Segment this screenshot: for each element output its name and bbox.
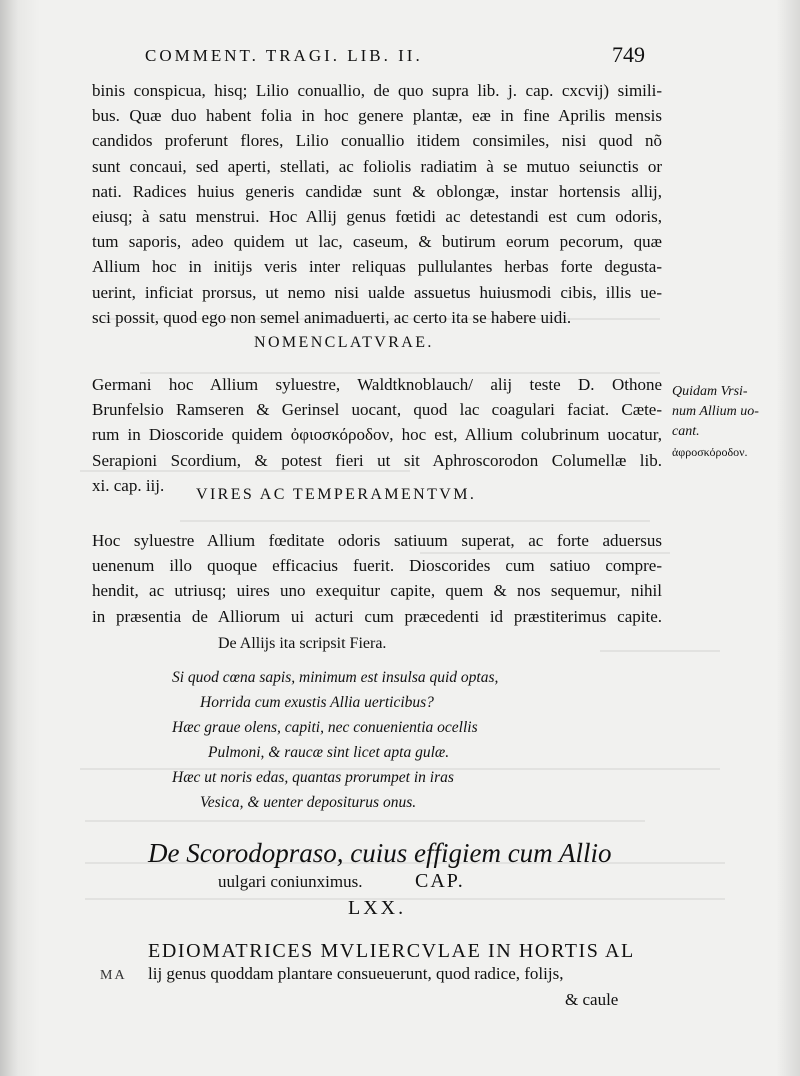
chapter-cap-label: CAP.: [415, 870, 465, 892]
text-line: binis conspicua, hisq; Lilio conuallio, de quo supra lib. j. cap. cxcvij) simili-: [92, 81, 662, 100]
catchword: & caule: [565, 990, 619, 1009]
margin-note-line: cant.: [672, 424, 700, 439]
text-line: lij genus quoddam plantare consueuerunt, quod radice, folijs,: [148, 964, 564, 983]
margin-note-line: ἀφροσκόροδον.: [672, 445, 748, 459]
verse-line: Si quod cœna sapis, minimum est insulsa quid optas,: [172, 669, 499, 686]
text-line: Hoc syluestre Allium fœditate odoris satiuum superat, ac forte aduersus: [92, 531, 662, 550]
text-line: uenenum illo quoque efficacius fuerit. Dioscorides cum satiuo compre-: [92, 556, 662, 576]
verse-line: Pulmoni, & raucæ sint licet apta gulæ.: [208, 744, 450, 761]
text-line: Allium hoc in initijs veris inter reliquas pullulantes herbas forte degusta-: [92, 257, 662, 277]
text-line: uerint, inficiat prorsus, ut nemo nisi ualde assuetus huiusmodi cibis, illis ue-: [92, 282, 662, 302]
chapter-opening-caps: EDIOMATRICES MVLIERCVLAE IN HORTIS AL: [148, 940, 635, 962]
heading-vires: VIRES AC TEMPERAMENTVM.: [196, 486, 477, 503]
chapter-number: LXX.: [348, 897, 407, 919]
verse-line: Horrida cum exustis Allia uerticibus?: [200, 694, 434, 711]
text-line: nati. Radices huius generis candidæ sunt & oblongæ, instar hortensis allij,: [92, 181, 662, 201]
chapter-title: De Scorodopraso, cuius effigiem cum Allio: [148, 838, 612, 868]
verse-intro: De Allijs ita scripsit Fiera.: [218, 635, 387, 652]
verse-line: Hæc ut noris edas, quantas prorumpet in iras: [172, 769, 454, 786]
text-line: Brunfelsio Ramseren & Gerinsel uocant, quod lac coagulari faciat. Cæte-: [92, 400, 662, 420]
text-line: in præsentia de Alliorum ui acturi cum præcedenti id præstiterimus capite.: [92, 606, 662, 626]
paragraph-description: [92, 78, 662, 330]
text-line: candidos proferunt flores, Lilio conuallio itidem consimiles, nisi quod nõ: [92, 131, 662, 151]
running-title: COMMENT. TRAGI. LIB. II.: [145, 46, 423, 65]
text-line: rum in Dioscoride quidem ὀφιοσκόροδον, hoc est, Allium colubrinum uocatur,: [92, 425, 662, 445]
text-line: Germani hoc Allium syluestre, Waldtknoblauch/ alij teste D. Othone: [92, 375, 662, 394]
margin-note-line: num Allium uo-: [672, 404, 759, 419]
verse-line: Vesica, & uenter depositurus onus.: [200, 794, 417, 811]
paragraph-vires: [92, 528, 662, 629]
text-line: sci possit, quod ego non semel animaduerti, ac certo ita se habere uidi.: [92, 307, 572, 327]
paragraph-nomenclature: [92, 372, 662, 498]
margin-note-line: Quidam Vrsi-: [672, 384, 748, 399]
margin-mark: MA: [100, 968, 127, 983]
chapter-subtitle: uulgari coniunximus.: [218, 872, 363, 891]
text-line: xi. cap. iij.: [92, 475, 165, 495]
text-line: eiusq; à satu menstrui. Hoc Allij genus fœtidi ac detestandi est cum odoris,: [92, 207, 662, 227]
text-line: hendit, ac utriusq; uires uno exequitur capite, quem & nos sequemur, nihil: [92, 581, 662, 601]
margin-note: [672, 382, 759, 462]
page-number: 749: [612, 42, 645, 67]
text-line: Serapioni Scordium, & potest fieri ut sit Aphroscorodon Columellæ lib.: [92, 450, 662, 470]
text-line: sunt concaui, sed aperti, stellati, ac foliolis radiatim à se mutuo seiunctis or: [92, 156, 662, 176]
heading-nomenclature: NOMENCLATVRAE.: [254, 334, 434, 351]
text-line: bus. Quæ duo habent folia in hoc genere plantæ, eæ in fine Aprilis mensis: [92, 106, 662, 126]
verse-line: Hæc graue olens, capiti, nec conuenientia ocellis: [172, 719, 478, 736]
running-header: [145, 42, 645, 67]
text-line: tum saporis, adeo quidem ut lac, caseum, & butirum eorum pecorum, quæ: [92, 232, 662, 252]
